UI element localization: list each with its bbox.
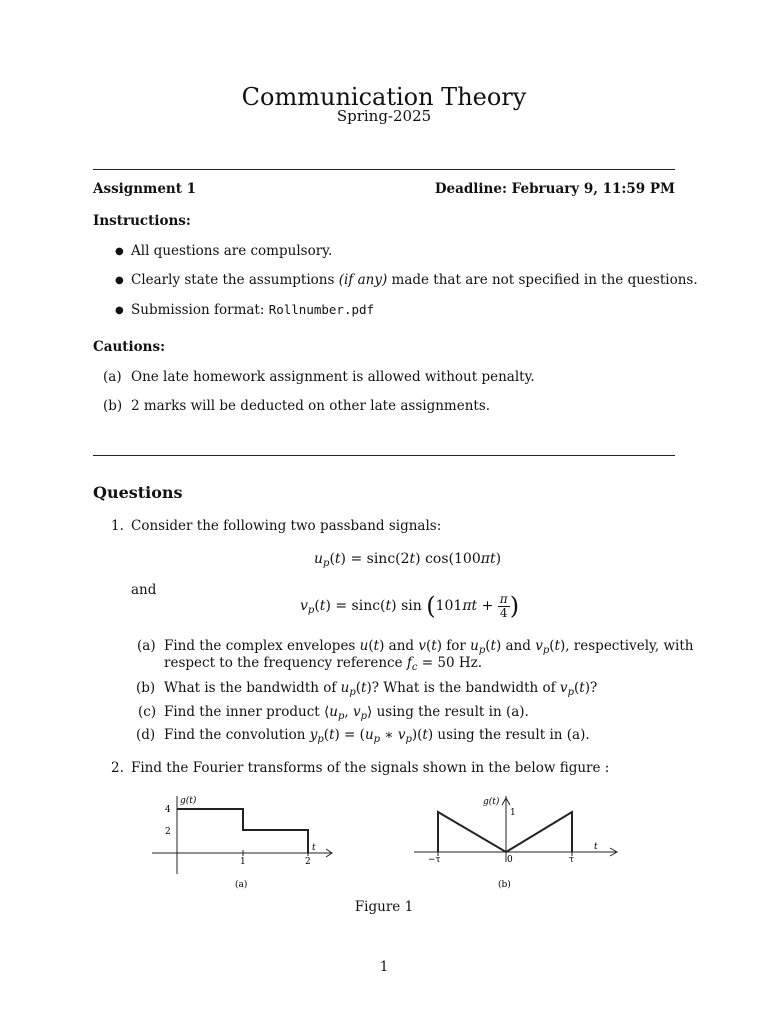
y-axis-label: g(t)	[483, 797, 500, 807]
subpart-text: Find the convolution $y_p(t) = (u_p$ ∗ $v_p)(t)$ using the result in (a).	[164, 727, 590, 745]
subpart-label: (b)	[136, 680, 156, 696]
instruction-item: All questions are compulsory.	[131, 243, 333, 259]
page-title: Communication Theory	[241, 83, 527, 111]
x-tick-label: 0	[507, 855, 513, 865]
signal-trace	[177, 809, 308, 853]
question-text: Find the Fourier transforms of the signals shown in the below figure :	[131, 760, 610, 776]
assignment-label: Assignment 1	[93, 181, 197, 197]
subpart-label: (a)	[137, 638, 156, 654]
x-tick-label: 1	[240, 857, 246, 867]
x-tick-label: 2	[305, 857, 311, 867]
y-tick-label: 4	[165, 805, 171, 815]
top-divider	[93, 169, 675, 170]
page-subtitle: Spring-2025	[336, 107, 432, 125]
x-tick-label: −τ	[428, 855, 441, 865]
caution-text: 2 marks will be deducted on other late assignments.	[131, 398, 491, 414]
deadline-label: Deadline: February 9, 11:59 PM	[434, 181, 675, 197]
question-number: 2.	[111, 760, 124, 776]
caution-text: One late homework assignment is allowed without penalty.	[131, 369, 535, 385]
section-divider	[93, 455, 675, 456]
question-number: 1.	[111, 518, 124, 534]
subpart-label: (c)	[138, 704, 157, 720]
equation-vp: $v_p(t) = \sin c(t)$ sin (101πt + $\frac{\pi}{4}$ )	[300, 591, 520, 620]
bullet-icon: ●	[115, 305, 124, 316]
subpart-label: (d)	[136, 727, 156, 743]
page-number: 1	[379, 959, 389, 975]
equation-up: $u_p(t) = \sin c(2t)$ cos(100πt)	[314, 551, 502, 569]
questions-heading: Questions	[93, 483, 183, 502]
instruction-item: Clearly state the assumptions (if any) made that are not specified in the questions.	[131, 272, 698, 288]
x-tick-label: τ	[569, 855, 574, 865]
subpart-text: What is the bandwidth of $u_p(t)$? What is the bandwidth of $v_p(t)$?	[164, 680, 598, 698]
question-text: Consider the following two passband signals:	[131, 518, 442, 534]
subpart-text: Find the inner product $⟨u_p$, $v_p⟩$ using the result in (a).	[164, 704, 529, 722]
y-tick-label: 2	[165, 827, 171, 837]
bullet-icon: ●	[115, 275, 124, 286]
subfigure-label: (b)	[498, 880, 511, 890]
y-axis-label: g(t)	[180, 796, 197, 806]
y-axis-arrow	[506, 798, 510, 805]
x-axis-label: t	[594, 842, 598, 852]
subfigure-label: (a)	[235, 880, 248, 890]
subpart-text: Find the complex envelopes u(t) and v(t) for $u_p(t)$ and $v_p(t)$, respectively, with	[164, 638, 694, 656]
signal-trace	[438, 812, 572, 852]
y-axis-arrow	[502, 798, 506, 805]
y-tick-label: 1	[510, 808, 516, 818]
instructions-heading: Instructions:	[93, 213, 191, 229]
figure-b-triangular-signal	[412, 792, 620, 892]
figure-a-step-signal	[150, 792, 335, 892]
caution-label: (b)	[103, 398, 123, 414]
subpart-text-cont: respect to the frequency reference $f_c = 50$ Hz.	[164, 655, 483, 673]
caution-label: (a)	[103, 369, 122, 385]
figure-caption: Figure 1	[354, 899, 414, 915]
cautions-heading: Cautions:	[93, 339, 166, 355]
and-text: and	[131, 582, 157, 598]
x-axis-label: t	[312, 843, 316, 853]
bullet-icon: ●	[115, 246, 124, 257]
instruction-item: Submission format: Rollnumber.pdf	[131, 302, 375, 318]
